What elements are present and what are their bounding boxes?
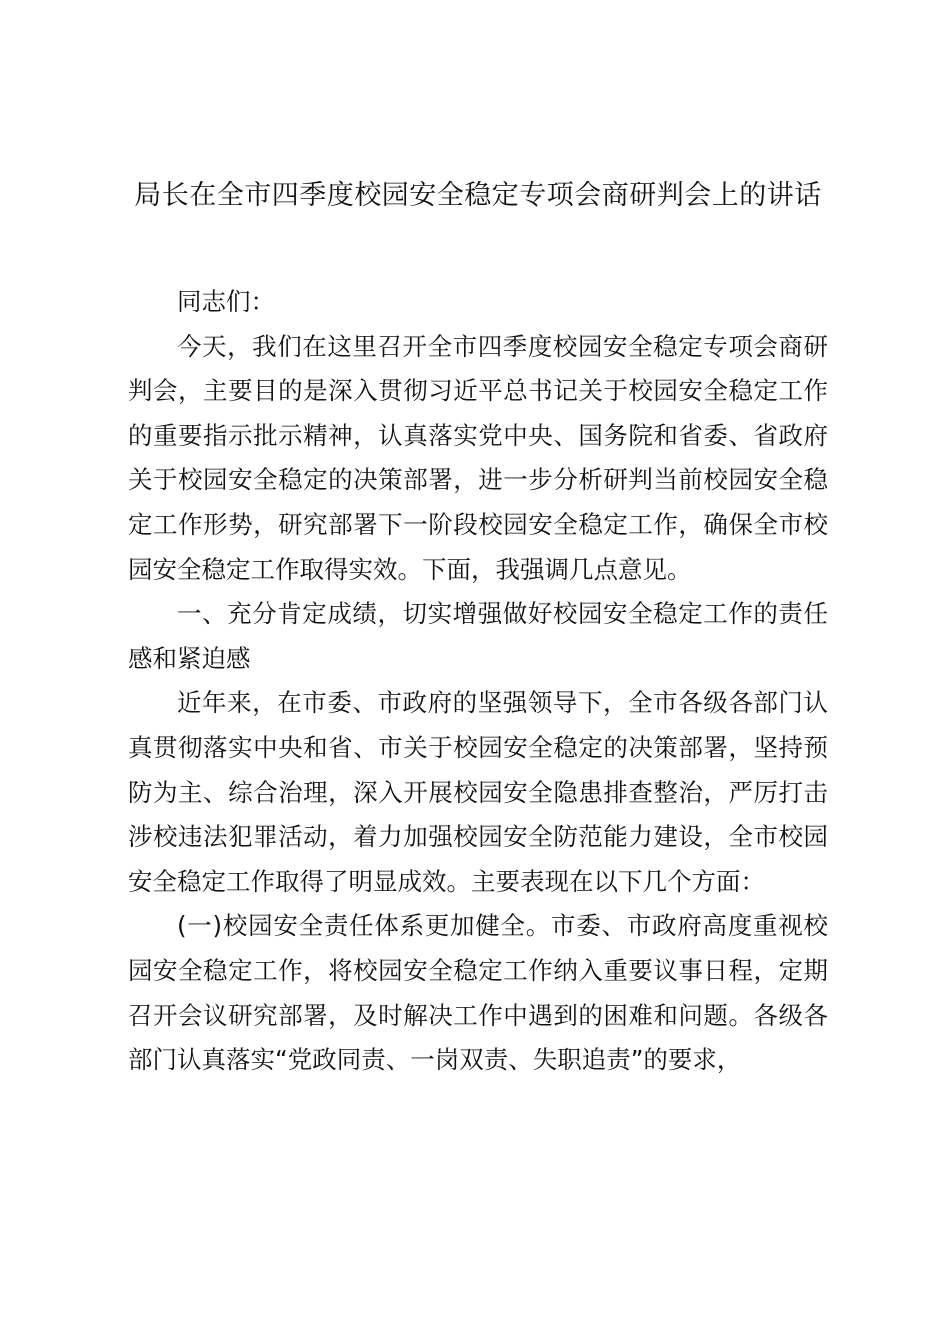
intro-paragraph: 今天，我们在这里召开全市四季度校园安全稳定专项会商研判会，主要目的是深入贯彻习近平总书记关于校园安全稳定工作的重要指示批示精神，认真落实党中央、国务院和省委、省政府关于校园安全稳定的决策部署，进一步分析研判当前校园安全稳定工作形势，研究部署下一阶段校园安全稳定工作，确保全市校园安全稳定工作取得实效。下面，我强调几点意见。 — [128, 331, 828, 584]
subsection-paragraph-1: (一)校园安全责任体系更加健全。市委、市政府高度重视校园安全稳定工作，将校园安全稳定工作纳入重要议事日程，定期召开会议研究部署，及时解决工作中遇到的困难和问题。各级各部门认真落实“党政同责、一岗双责、失职追责”的要求， — [128, 911, 828, 1075]
body-paragraph: 近年来，在市委、市政府的坚强领导下，全市各级各部门认真贯彻落实中央和省、市关于校园安全稳定的决策部署，坚持预防为主、综合治理，深入开展校园安全隐患排查整治，严厉打击涉校违法犯罪活动，着力加强校园安全防范能力建设，全市校园安全稳定工作取得了明显成效。主要表现在以下几个方面： — [128, 688, 828, 896]
document-body — [128, 280, 828, 1083]
section-heading-1: 一、充分肯定成绩，切实增强做好校园安全稳定工作的责任感和紧迫感 — [128, 599, 828, 673]
document-title: 局长在全市四季度校园安全稳定专项会商研判会上的讲话 — [134, 180, 822, 211]
salutation: 同志们： — [177, 287, 275, 316]
